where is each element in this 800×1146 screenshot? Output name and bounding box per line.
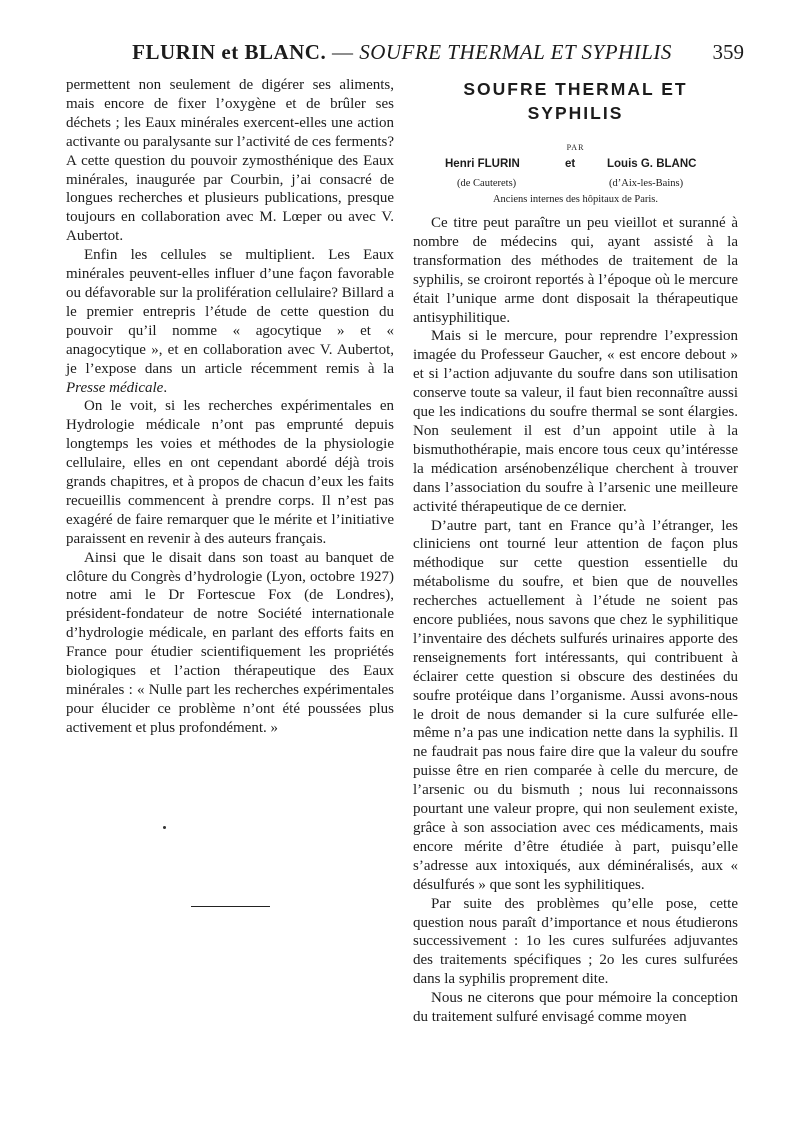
author-conjunction: et bbox=[565, 158, 576, 170]
paragraph-text: Enfin les cellules se multiplient. Les Eaux minérales peuvent-elles influer d’une façon favorable ou défavorable sur la prolifération cellulaire? Billard a le premier entrepris l’étude de cette question du pouvoir qu’il nomme « agocytique » et « anagocytique », et en collaboration avec V. Aubertot, je l’expose dans un article récemment remis à la bbox=[66, 247, 394, 377]
article-title bbox=[413, 77, 738, 125]
journal-reference: Presse médicale bbox=[66, 379, 164, 396]
paragraph: Par suite des problèmes qu’elle pose, cette question nous paraît d’importance et nous étudierons successivement : 1o les cures sulfurées adjuvantes des traitements spécifiques ; 2o les cures sulfurées dans la syphilis proprement dite. bbox=[413, 895, 738, 988]
author-name: Henri FLURIN bbox=[445, 158, 520, 170]
article-title-line: SYPHILIS bbox=[527, 103, 624, 123]
paragraph: Mais si le mercure, pour reprendre l’expression imagée du Professeur Gaucher, « est encore debout » et si l’action adjuvante du soufre dans son utilisation conserve toute sa valeur, il faut bien reconnaître aussi que les indications du soufre thermal se sont élargies. Non seulement il est d’un appoint utile à la bismuthothérapie, mais encore tous ceux qu’intéresse la médication arsénobenzélique cherchent à trouver dans l’association du soufre à l’arsenic une meilleure activité thérapeutique de ce dernier. bbox=[413, 328, 738, 515]
paragraph bbox=[66, 246, 394, 397]
ink-speck bbox=[163, 826, 166, 829]
running-subject: SOUFRE THERMAL ET SYPHILIS bbox=[359, 40, 672, 64]
paragraph: On le voit, si les recherches expérimentales en Hydrologie médicale n’ont pas emprunté depuis longtemps les voies et méthodes de la physiologie cellulaire, elles en ont cependant abordé déjà trois grands chapitres, et à propos de chacun d’eux les faits recueillis commencent à prendre corps. Il n’est pas exagéré de faire remarquer que le mérite et l’initiative paraissent en revenir à des auteurs français. bbox=[66, 398, 394, 547]
page-number: 359 bbox=[712, 40, 744, 64]
running-dash: — bbox=[331, 40, 354, 64]
article-heading bbox=[413, 77, 738, 205]
left-column bbox=[66, 76, 394, 738]
running-header bbox=[0, 40, 800, 70]
running-title bbox=[122, 40, 682, 65]
end-rule bbox=[191, 906, 270, 907]
author-affiliation: (de Cauterets) bbox=[457, 178, 517, 189]
paragraph: Ainsi que le disait dans son toast au banquet de clôture du Congrès d’hydrologie (Lyon, octobre 1927) notre ami le Dr Fortescue Fox (de Londres), président-fondateur de notre Société internationale d’hydrologie médicale, en parlant des efforts faits en France pour étudier scientifiquement les propriétés biologiques et l’action thérapeutique des Eaux minérales : « Nulle part les recherches expérimentales pour élucider ce problème n’ont été poussées plus activement et plus profondément. » bbox=[66, 549, 394, 736]
paragraph: permettent non seulement de digérer ses aliments, mais encore de fixer l’oxygène et de brûler ses déchets ; les Eaux minérales exercent-elles une action activante ou paralysante sur l’activité de ces ferments? A cette question du pouvoir zymosthénique des Eaux minérales, inaugurée par Courbin, j’ai consacré de longues recherches et plusieurs publications, presque toujours en collaboration avec M. Lœper ou avec V. Aubertot. bbox=[66, 77, 394, 245]
by-line: PAR bbox=[566, 143, 585, 152]
running-authors: FLURIN et BLANC. bbox=[132, 40, 327, 64]
paragraph: D’autre part, tant en France qu’à l’étranger, les cliniciens ont tourné leur attention de façon plus méthodique sur cette question essentielle du métabolisme du soufre, et bien que de nouvelles recherches actuellement à l’étude ne soient pas encore publiées, nous savons que chez le syphilitique l’inventaire des déchets sulfurés urinaires apporte des renseignements fort intéressants, qui contribuent à éclairer cette question si obscure des destinées du soufre protéique dans l’organisme. Aussi avons-nous le droit de nous demander si la cure sulfurée elle-même n’a pas une indication nette dans la syphilis. Il ne faudrait pas nous faire dire que la valeur du soufre puisse être en rien comparée à celle du mercure, de l’arsenic ou du bismuth ; nous lui reconnaissons pourtant une valeur propre, qui non seulement existe, grâce à son association avec ces médicaments, mais encore mérite d’être étudiée à part, puisqu’elle s’adresse aux intoxiqués, aux déminéralisés, aux « désulfurés » que sont les syphilitiques. bbox=[413, 517, 738, 893]
affiliations-row bbox=[413, 178, 738, 193]
article-title-line: SOUFRE THERMAL ET bbox=[463, 79, 688, 99]
paragraph: Ce titre peut paraître un peu vieillot et suranné à nombre de médecins qui, ayant assisté à la transformation des méthodes de traitement de la syphilis, se croiront reportés à l’époque où le mercure était l’unique arme dont disposait la thérapeutique antisyphilitique. bbox=[413, 215, 738, 326]
paragraph: Nous ne citerons que pour mémoire la conception du traitement sulfuré envisagé comme moyen bbox=[413, 990, 738, 1026]
paragraph-end: . bbox=[163, 379, 168, 396]
right-column bbox=[413, 214, 738, 1027]
author-name: Louis G. BLANC bbox=[607, 158, 697, 170]
former-interns-note: Anciens internes des hôpitaux de Paris. bbox=[492, 194, 659, 205]
author-affiliation: (d’Aix-les-Bains) bbox=[609, 178, 684, 189]
authors-row bbox=[413, 158, 738, 176]
